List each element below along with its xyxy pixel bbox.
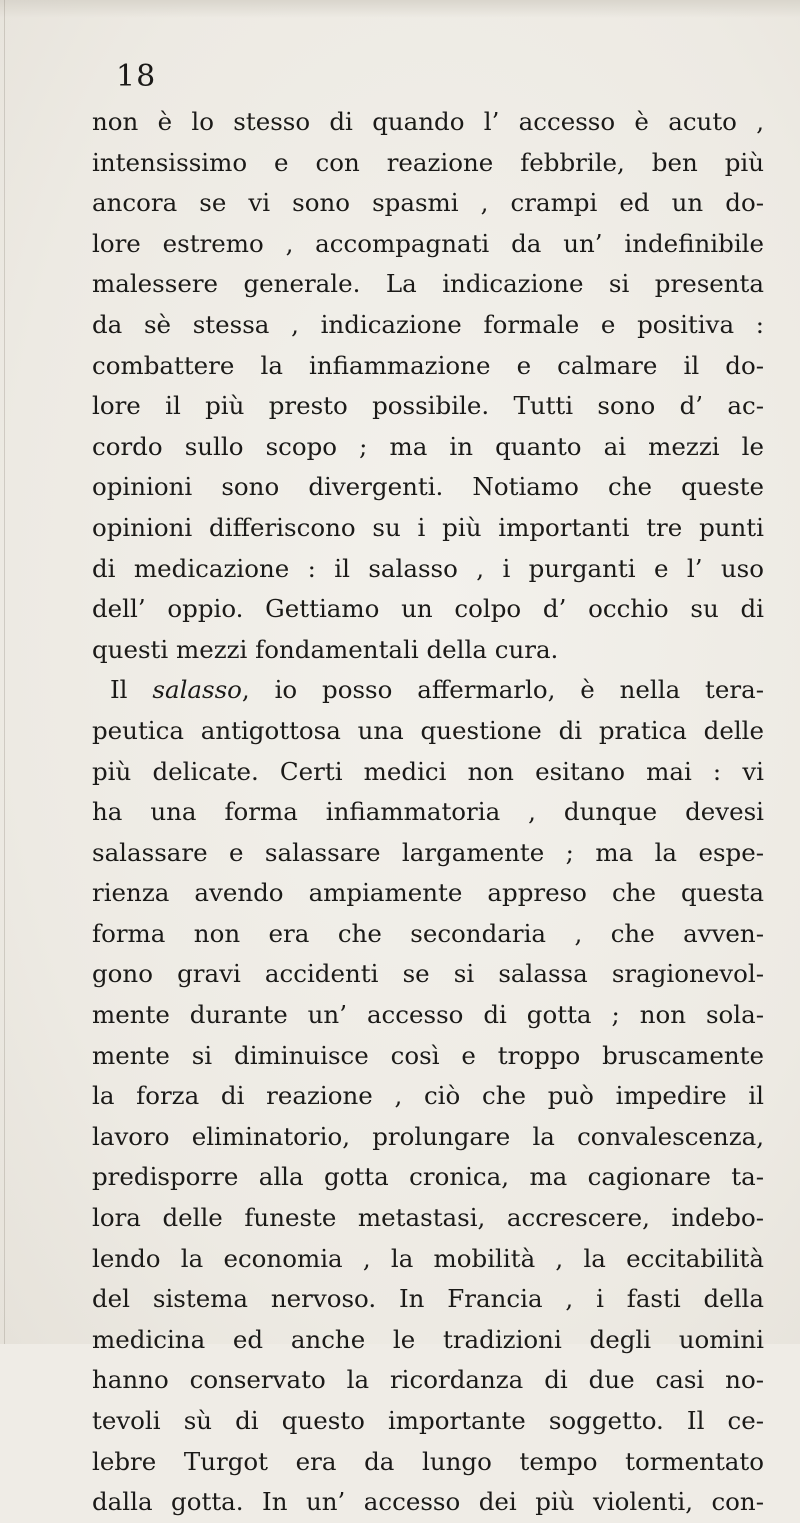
text-line: cordo sullo scopo ; ma in quanto ai mezzi le <box>92 431 764 461</box>
text-line: non è lo stesso di quando l’ accesso è acuto , <box>92 107 764 136</box>
text-line: mente durante un’ accesso di gotta ; non sola- <box>92 1000 764 1030</box>
text-line: forma non era che secondaria , che avven- <box>92 918 764 948</box>
text-line: lavoro eliminatorio, prolungare la convalescenza, <box>92 1121 764 1151</box>
text-line: lebre Turgot era da lungo tempo tormentato <box>92 1446 764 1476</box>
text-line: predisporre alla gotta cronica, ma cagionare ta- <box>92 1162 764 1192</box>
text-line: hanno conservato la ricordanza di due casi no- <box>92 1365 764 1395</box>
page-number: 18 <box>116 59 157 94</box>
text-line: lendo la economia , la mobilità , la eccitabilità <box>92 1243 764 1273</box>
text-line: lore estremo , accompagnati da un’ indefinibile <box>92 228 764 258</box>
text-line: da sè stessa , indicazione formale e positiva : <box>92 309 764 339</box>
text-line: opinioni sono divergenti. Notiamo che queste <box>92 472 764 502</box>
text-line: mente si diminuisce così e troppo bruscamente <box>92 1040 764 1070</box>
paragraph-start-line <box>92 670 764 711</box>
text-line: salassare e salassare largamente ; ma la espe- <box>92 837 764 867</box>
text-line: ancora se vi sono spasmi , crampi ed un do- <box>92 188 764 218</box>
text-line: malessere generale. La indicazione si presenta <box>92 269 764 299</box>
text-line: del sistema nervoso. In Francia , i fasti della <box>92 1284 764 1314</box>
para2-prefix: Il <box>110 675 153 705</box>
text-line: questi mezzi fondamentali della cura. <box>92 634 559 664</box>
text-line: medicina ed anche le tradizioni degli uomini <box>92 1324 764 1354</box>
text-line: opinioni differiscono su i più importanti tre punti <box>92 512 764 542</box>
text-line: rienza avendo ampiamente appreso che questa <box>92 878 764 908</box>
text-line: la forza di reazione , ciò che può impedire il <box>92 1081 764 1111</box>
para2-rest: , io posso affermarlo, è nella tera- <box>241 675 764 705</box>
text-line: intensissimo e con reazione febbrile, ben più <box>92 147 764 177</box>
italic-term-salasso: salasso <box>152 675 242 705</box>
text-line: più delicate. Certi medici non esitano mai : vi <box>92 756 764 786</box>
text-line: dalla gotta. In un’ accesso dei più violenti, con- <box>92 1487 764 1517</box>
body-text <box>92 102 764 1523</box>
text-line: lore il più presto possibile. Tutti sono d’ ac- <box>92 391 764 421</box>
page-edge-line <box>4 0 5 1344</box>
text-line: combattere la infiammazione e calmare il do- <box>92 350 764 380</box>
text-line: tevoli sù di questo importante soggetto. Il ce- <box>92 1406 764 1435</box>
text-line: peutica antigottosa una questione di pratica delle <box>92 715 764 745</box>
text-line: ha una forma infiammatoria , dunque devesi <box>92 797 764 827</box>
page-top-shadow <box>0 0 800 18</box>
text-line: di medicazione : il salasso , i purganti e l’ uso <box>92 553 764 583</box>
text-line: dell’ oppio. Gettiamo un colpo d’ occhio su di <box>92 594 764 624</box>
text-line: gono gravi accidenti se si salassa sragionevol- <box>92 959 764 989</box>
text-line: lora delle funeste metastasi, accrescere, indebo- <box>92 1203 764 1233</box>
